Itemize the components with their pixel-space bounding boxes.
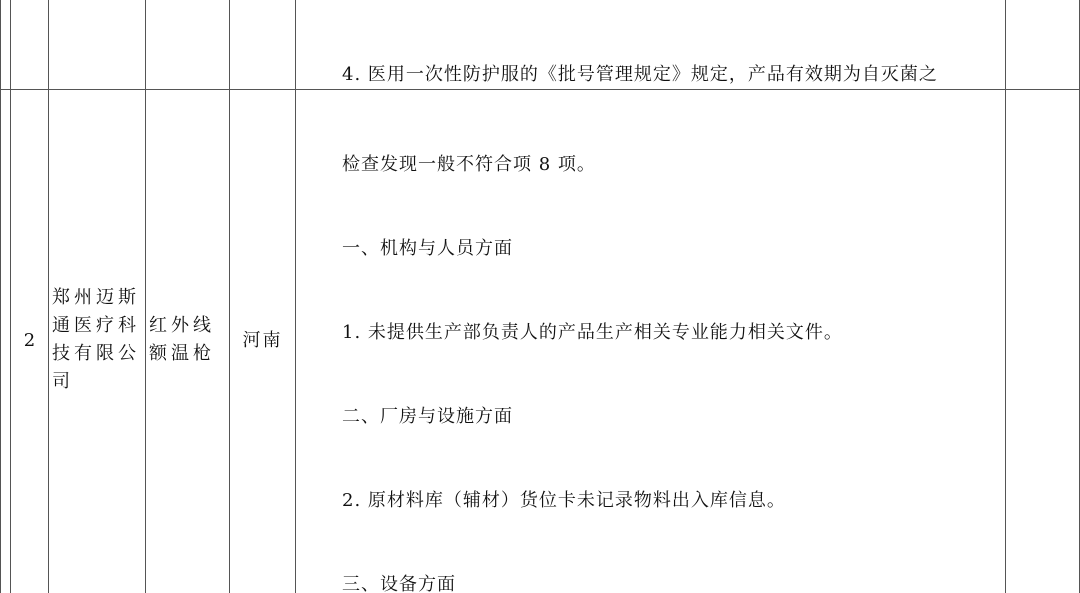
table-cell-product <box>146 0 230 89</box>
description-line: 检查发现一般不符合项 8 项。 <box>342 154 596 175</box>
description-line: 4. 医用一次性防护服的《批号管理规定》规定，产品有效期为自灭菌之 <box>342 64 938 85</box>
company-name-line: 司 <box>52 371 74 392</box>
table-cell-left-edge <box>0 90 11 593</box>
description-line: 1. 未提供生产部负责人的产品生产相关专业能力相关文件。 <box>342 322 843 343</box>
sequence-number: 2 <box>23 330 36 351</box>
province-name: 河南 <box>242 330 283 351</box>
table-row <box>0 90 1080 593</box>
description-line: 一、机构与人员方面 <box>342 238 513 259</box>
company-name-line: 郑州迈斯 <box>52 287 140 308</box>
table-cell-description <box>296 90 1006 593</box>
company-name-line: 通医疗科 <box>52 315 140 336</box>
table-cell-left-edge <box>0 0 11 89</box>
table-cell-seq <box>11 90 49 593</box>
company-name-line: 技有限公 <box>52 343 140 364</box>
description-line: 2. 原材料库（辅材）货位卡未记录物料出入库信息。 <box>342 490 786 511</box>
description-line: 二、厂房与设施方面 <box>342 406 513 427</box>
product-name-line: 额温枪 <box>149 343 215 364</box>
table-cell-product <box>146 90 230 593</box>
description-line: 三、设备方面 <box>342 574 456 593</box>
table-cell-remark <box>1006 90 1080 593</box>
table-row <box>0 0 1080 90</box>
table-cell-company <box>49 90 146 593</box>
table-cell-province <box>230 90 296 593</box>
product-name-line: 红外线 <box>149 315 215 336</box>
description-text <box>316 95 954 593</box>
table-cell-company <box>49 0 146 89</box>
table-cell-seq <box>11 0 49 89</box>
product-name <box>149 312 229 368</box>
table-cell-province <box>230 0 296 89</box>
company-name <box>52 284 146 396</box>
table-cell-description <box>296 0 1006 89</box>
description-text <box>316 5 957 89</box>
table-cell-remark <box>1006 0 1080 89</box>
